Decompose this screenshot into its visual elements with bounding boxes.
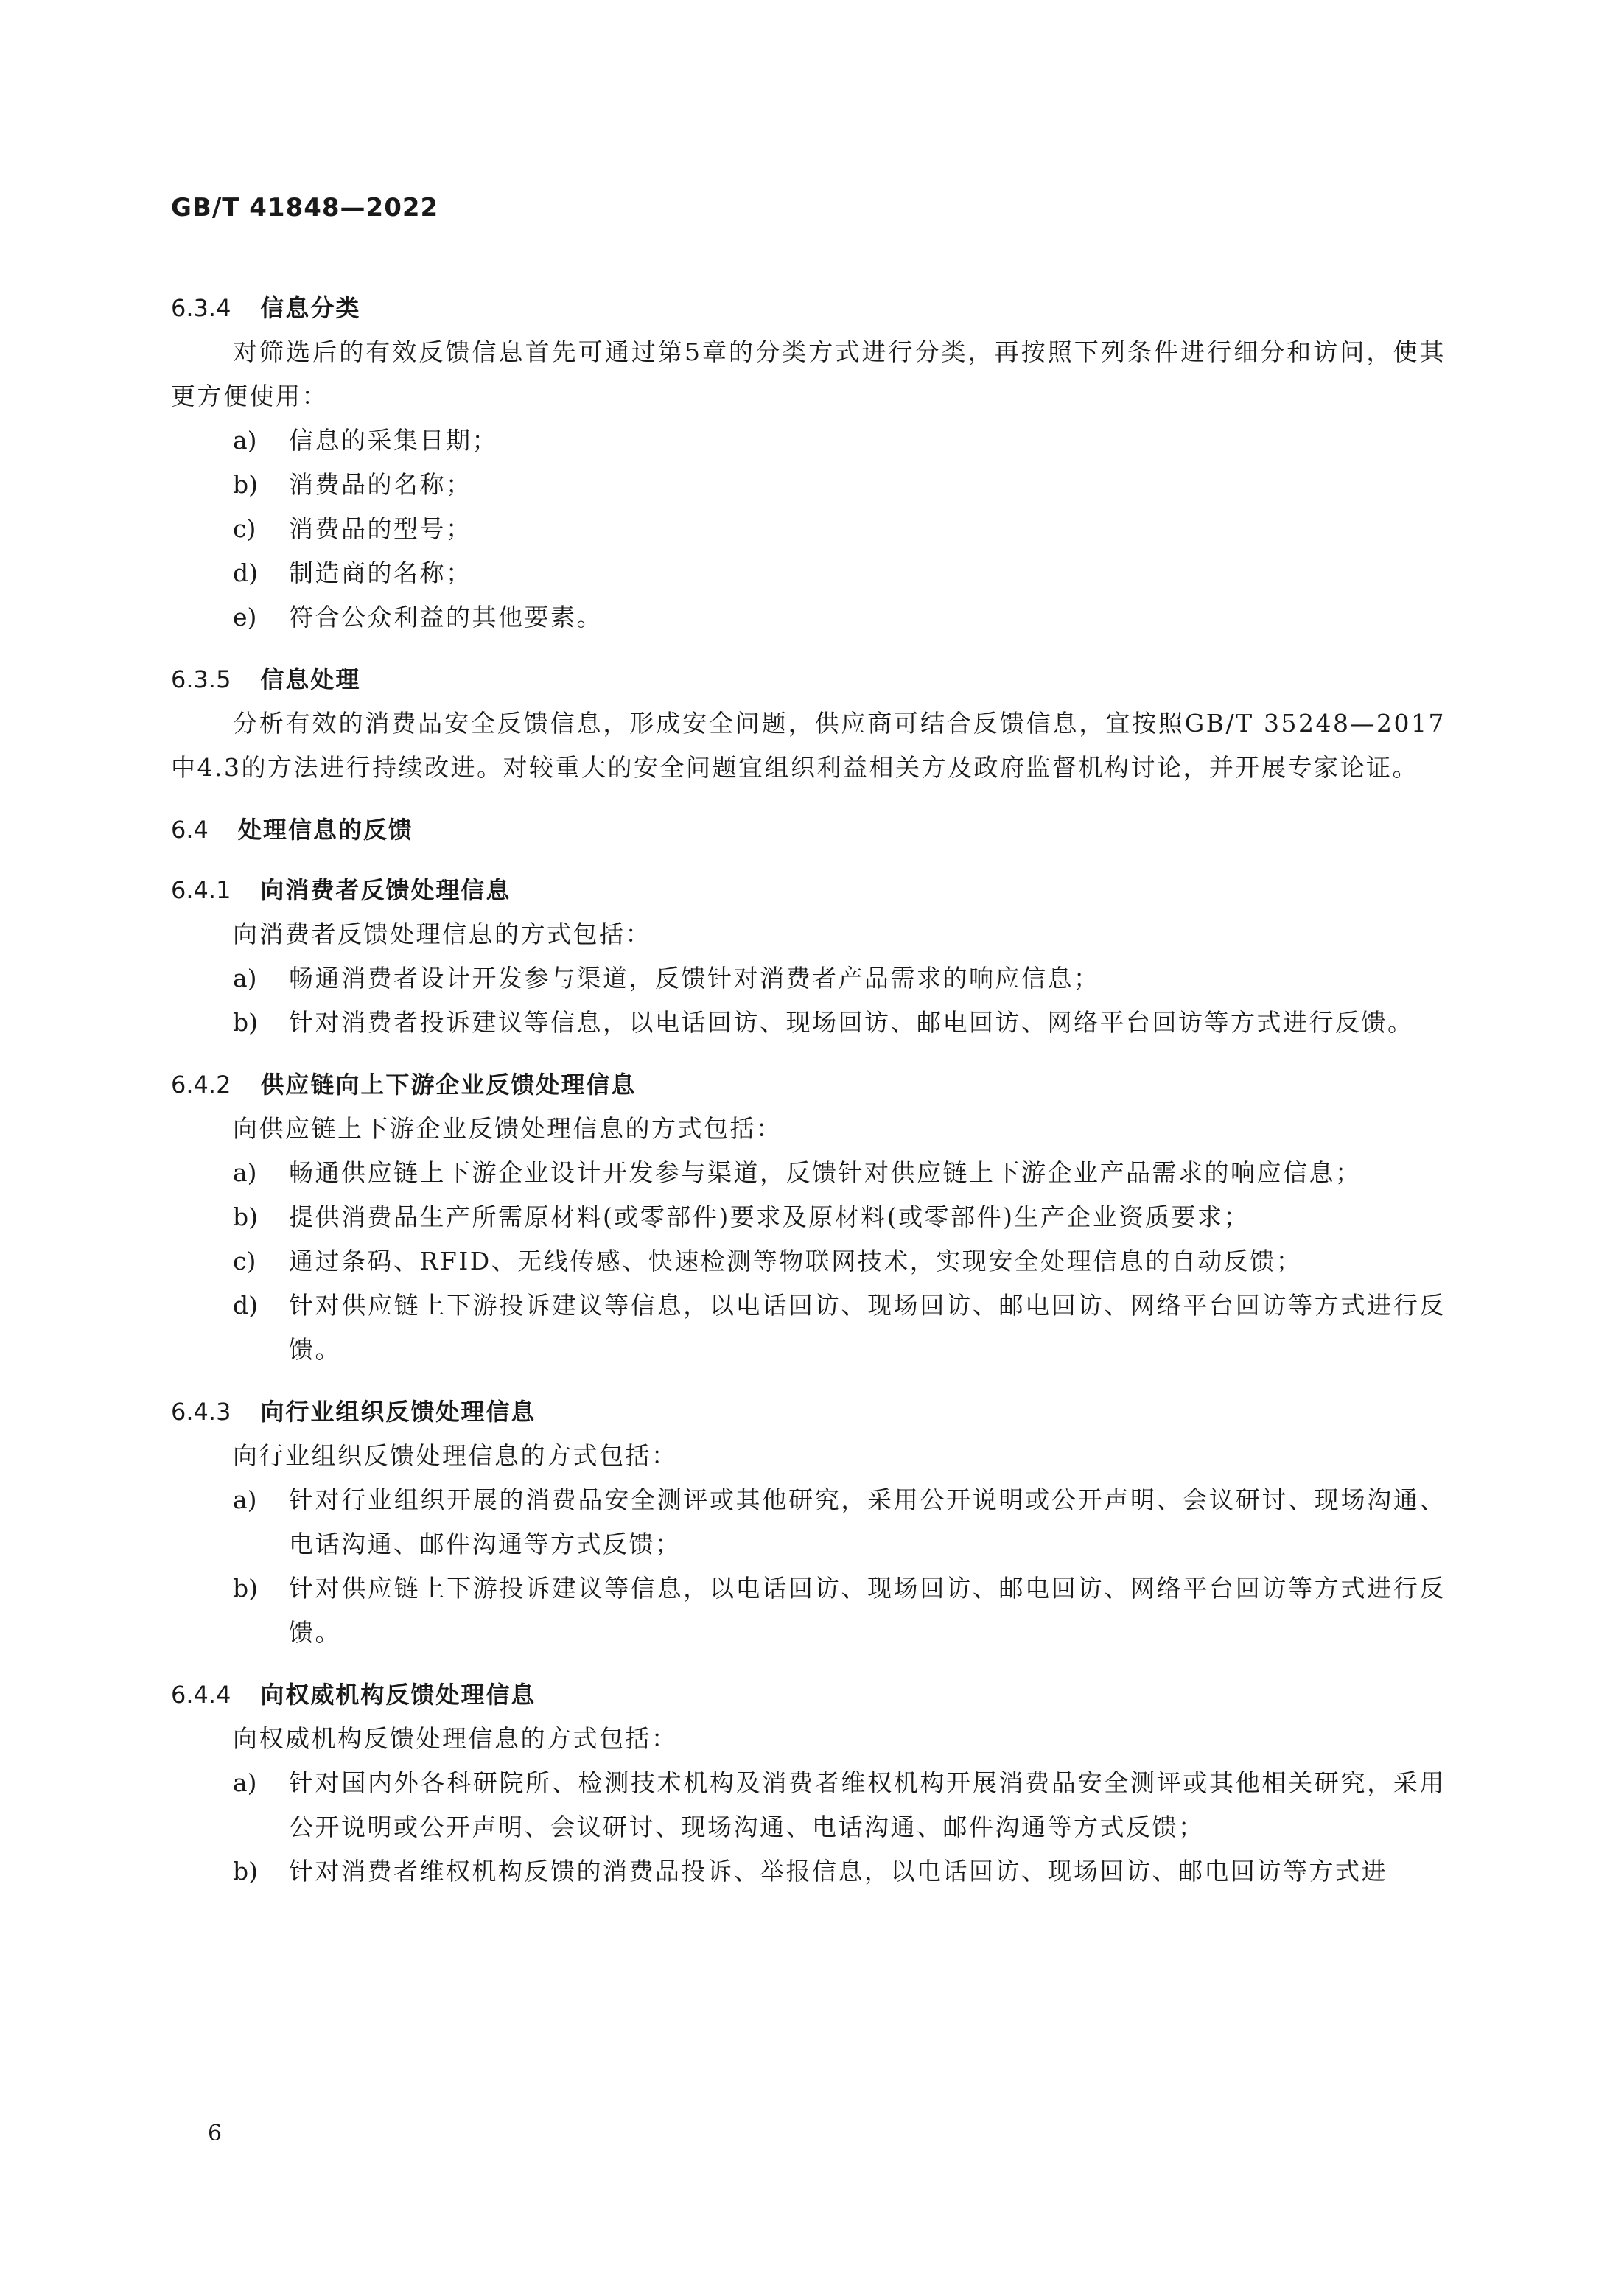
standard-code: GB/T 41848—2022	[171, 193, 439, 223]
list-marker: a)	[233, 964, 257, 993]
section-title: 信息分类	[260, 294, 361, 322]
section-heading-6-3-5	[171, 657, 1446, 701]
section-heading-6-3-4	[171, 286, 1446, 330]
list-marker: a)	[233, 1485, 257, 1514]
list-item-text: 信息的采集日期；	[289, 426, 498, 455]
page-number: 6	[208, 2121, 223, 2146]
list-item	[171, 463, 1446, 507]
section-title: 信息处理	[260, 665, 361, 693]
list-item-text: 针对消费者维权机构反馈的消费品投诉、举报信息，以电话回访、现场回访、邮电回访等方式进	[289, 1857, 1387, 1886]
section-title: 处理信息的反馈	[237, 816, 413, 844]
section-heading-6-4-3	[171, 1390, 1446, 1434]
list-marker: b)	[233, 1574, 258, 1603]
list-marker: d)	[233, 559, 258, 587]
list-item	[171, 551, 1446, 595]
list-item-text: 针对国内外各科研院所、检测技术机构及消费者维权机构开展消费品安全测评或其他相关研究，采用公开说明或公开声明、会议研讨、现场沟通、电话沟通、邮件沟通等方式反馈；	[289, 1768, 1446, 1841]
method-list	[171, 956, 1446, 1045]
list-marker: c)	[233, 1247, 256, 1275]
section-heading-6-4	[171, 808, 1446, 852]
list-marker: a)	[233, 1158, 257, 1187]
list-marker: b)	[233, 1202, 258, 1231]
section-heading-6-4-1	[171, 868, 1446, 912]
section-title: 向消费者反馈处理信息	[260, 876, 511, 904]
list-item	[171, 1284, 1446, 1372]
section-number: 6.3.4	[171, 294, 231, 322]
list-item-text: 提供消费品生产所需原材料(或零部件)要求及原材料(或零部件)生产企业资质要求；	[289, 1202, 1250, 1231]
section-intro: 分析有效的消费品安全反馈信息，形成安全问题，供应商可结合反馈信息，宜按照GB/T 35248—2017中4.3的方法进行持续改进。对较重大的安全问题宜组织利益相关方及政府监督机构讨论，并开展专家论证。	[171, 709, 1446, 782]
section-number: 6.3.5	[171, 665, 231, 693]
list-item	[171, 419, 1446, 463]
list-marker: b)	[233, 1857, 258, 1886]
section-number: 6.4.4	[171, 1681, 231, 1709]
list-item-text: 针对消费者投诉建议等信息，以电话回访、现场回访、邮电回访、网络平台回访等方式进行反馈。	[289, 1008, 1414, 1037]
list-item-text: 消费品的型号；	[289, 514, 472, 543]
list-item	[171, 1001, 1446, 1045]
method-list	[171, 1761, 1446, 1894]
list-item-text: 针对供应链上下游投诉建议等信息，以电话回访、现场回访、邮电回访、网络平台回访等方式进行反馈。	[289, 1574, 1446, 1647]
section-heading-6-4-2	[171, 1063, 1446, 1107]
list-item	[171, 1239, 1446, 1284]
list-item-text: 畅通消费者设计开发参与渠道，反馈针对消费者产品需求的响应信息；	[289, 964, 1100, 993]
list-item-text: 针对供应链上下游投诉建议等信息，以电话回访、现场回访、邮电回访、网络平台回访等方式进行反馈。	[289, 1291, 1446, 1364]
list-item	[171, 956, 1446, 1001]
section-number: 6.4.1	[171, 876, 231, 904]
list-item-text: 畅通供应链上下游企业设计开发参与渠道，反馈针对供应链上下游企业产品需求的响应信息；	[289, 1158, 1362, 1187]
list-item	[171, 1849, 1446, 1894]
list-marker: d)	[233, 1291, 258, 1320]
section-heading-6-4-4	[171, 1673, 1446, 1717]
section-number: 6.4.2	[171, 1071, 231, 1099]
section-number: 6.4.3	[171, 1398, 231, 1426]
list-item	[171, 595, 1446, 640]
list-marker: a)	[233, 1768, 257, 1797]
method-list	[171, 1151, 1446, 1372]
list-item	[171, 1566, 1446, 1655]
section-intro: 向消费者反馈处理信息的方式包括：	[233, 920, 651, 948]
list-item-text: 通过条码、RFID、无线传感、快速检测等物联网技术，实现安全处理信息的自动反馈；	[289, 1247, 1303, 1275]
list-item	[171, 507, 1446, 551]
section-title: 向行业组织反馈处理信息	[260, 1398, 536, 1426]
list-item-text: 制造商的名称；	[289, 559, 472, 587]
list-item	[171, 1761, 1446, 1849]
section-intro: 对筛选后的有效反馈信息首先可通过第5章的分类方式进行分类，再按照下列条件进行细分和访问，使其更方便使用：	[171, 337, 1446, 410]
list-marker: b)	[233, 470, 258, 499]
method-list	[171, 1478, 1446, 1655]
document-body	[171, 286, 1446, 1894]
section-intro: 向供应链上下游企业反馈处理信息的方式包括：	[233, 1114, 783, 1143]
list-marker: c)	[233, 514, 256, 543]
list-item-text: 符合公众利益的其他要素。	[289, 603, 603, 631]
list-marker: b)	[233, 1008, 258, 1037]
list-item-text: 消费品的名称；	[289, 470, 472, 499]
list-item-text: 针对行业组织开展的消费品安全测评或其他研究，采用公开说明或公开声明、会议研讨、现场沟通、电话沟通、邮件沟通等方式反馈；	[289, 1485, 1446, 1558]
list-marker: a)	[233, 426, 257, 455]
section-title: 向权威机构反馈处理信息	[260, 1681, 536, 1709]
section-title: 供应链向上下游企业反馈处理信息	[260, 1071, 637, 1099]
list-item	[171, 1478, 1446, 1566]
condition-list	[171, 419, 1446, 640]
list-item	[171, 1151, 1446, 1195]
list-item	[171, 1195, 1446, 1239]
section-intro: 向权威机构反馈处理信息的方式包括：	[233, 1724, 678, 1753]
section-intro: 向行业组织反馈处理信息的方式包括：	[233, 1441, 678, 1470]
list-marker: e)	[233, 603, 257, 631]
section-number: 6.4	[171, 816, 209, 844]
